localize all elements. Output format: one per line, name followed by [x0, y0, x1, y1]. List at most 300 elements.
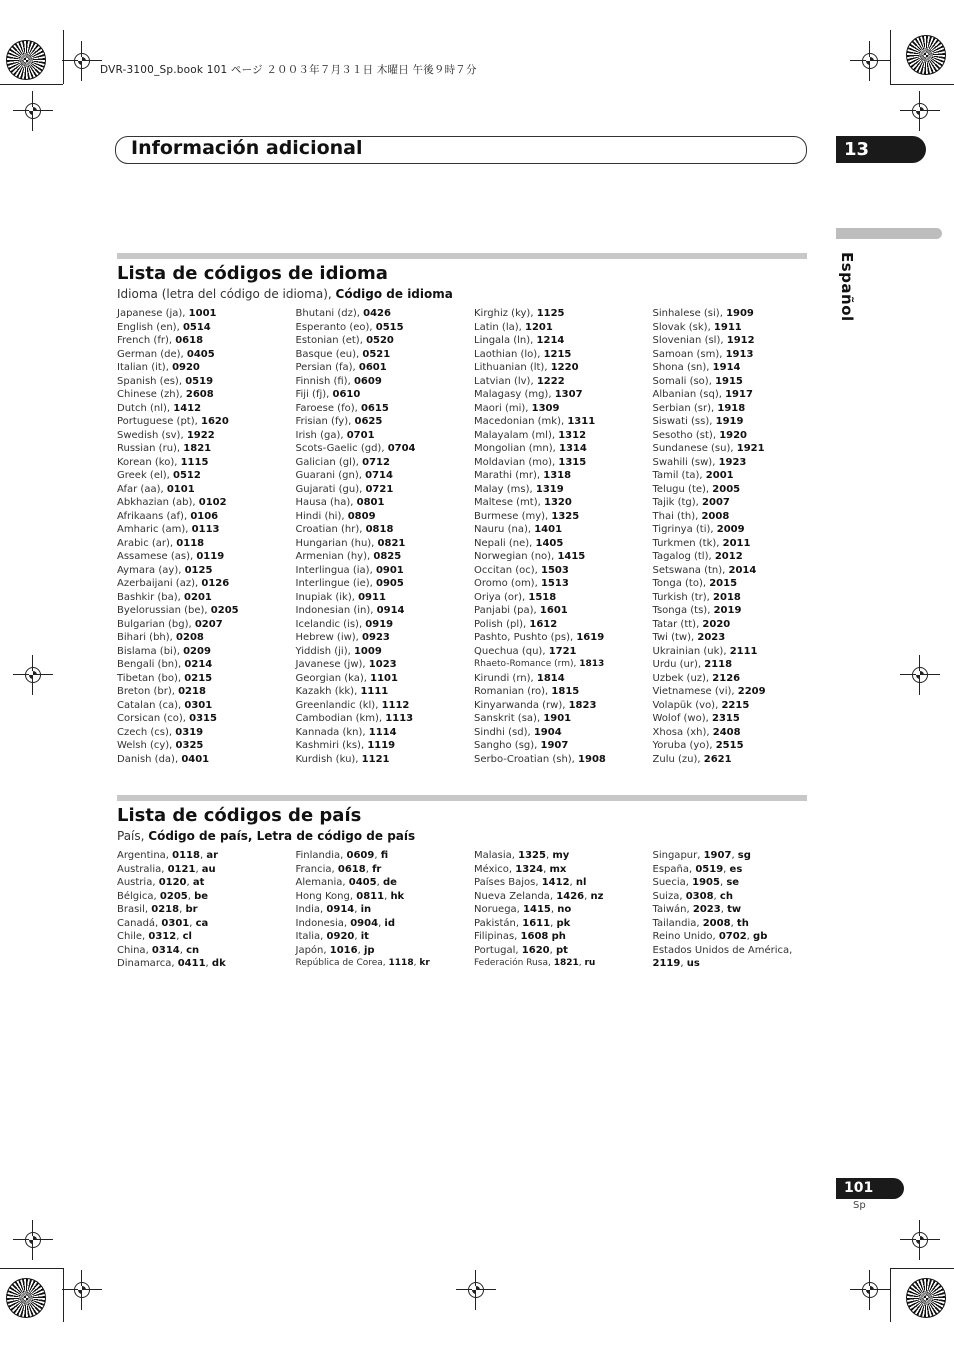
country-letters: no — [557, 904, 572, 915]
section-rule — [117, 253, 807, 259]
language-name: Tamil (ta), — [652, 470, 706, 481]
language-entry — [653, 645, 832, 659]
language-code: 1813 — [579, 659, 605, 669]
language-name: Interlingua (ia), — [295, 564, 376, 576]
language-name: Basque (eu), — [295, 348, 363, 360]
language-name: Malayalam (ml), — [474, 429, 559, 441]
language-code: 2019 — [713, 605, 742, 616]
language-entry — [296, 631, 475, 645]
language-code: 0218 — [178, 686, 206, 697]
language-entry — [296, 577, 475, 591]
country-column — [117, 849, 296, 971]
separator: , — [354, 904, 361, 915]
country-name: Argentina, — [117, 850, 173, 861]
country-name: Francia, — [295, 863, 338, 875]
language-name: Maori (mi), — [474, 402, 532, 414]
country-entry — [474, 917, 653, 931]
country-entry — [117, 863, 296, 877]
language-entry — [474, 631, 653, 645]
language-entry — [296, 388, 475, 402]
language-name: Xhosa (xh), — [652, 726, 713, 738]
language-code: 1125 — [536, 308, 565, 319]
language-entry — [117, 429, 296, 443]
country-code: 0904 — [350, 917, 379, 929]
language-code: 1913 — [725, 348, 754, 360]
country-entry — [474, 849, 653, 863]
country-letters: hk — [390, 890, 405, 902]
crosshair-mark-icon — [21, 663, 45, 687]
language-name: Chinese (zh), — [117, 389, 186, 400]
language-name: Wolof (wo), — [652, 713, 712, 724]
language-code: 1901 — [543, 713, 572, 724]
language-code: 1821 — [183, 443, 212, 454]
language-name: Quechua (qu), — [474, 645, 549, 657]
language-entry — [653, 604, 832, 618]
language-name: Inupiak (ik), — [295, 591, 359, 603]
country-name: República de Corea, — [295, 958, 389, 968]
separator: , — [746, 931, 754, 942]
country-entry — [117, 849, 296, 863]
language-name: Urdu (ur), — [652, 659, 705, 670]
language-name: Maltese (mt), — [474, 497, 544, 508]
country-code: 1611 — [522, 917, 551, 929]
country-entry — [117, 944, 296, 958]
language-code: 2315 — [711, 713, 740, 724]
language-name: Norwegian (no), — [474, 551, 558, 562]
language-entry — [653, 334, 832, 348]
language-code: 0207 — [194, 618, 223, 630]
language-entry — [117, 685, 296, 699]
language-name: Irish (ga), — [295, 429, 347, 441]
language-entry — [117, 442, 296, 456]
language-entry — [653, 375, 832, 389]
language-name: Tatar (tt), — [652, 618, 703, 630]
language-entry — [117, 672, 296, 686]
language-entry — [474, 550, 653, 564]
language-name: Albanian (sq), — [652, 389, 726, 400]
language-code: 0208 — [176, 632, 204, 643]
language-code: 1917 — [725, 389, 753, 400]
language-code: 0721 — [365, 483, 394, 495]
separator: , — [569, 877, 576, 888]
language-name: Serbo-Croatian (sh), — [474, 753, 579, 765]
language-code: 1214 — [536, 335, 565, 346]
country-code: 1118 — [388, 958, 414, 968]
country-letters: gb — [753, 931, 768, 942]
language-entry — [474, 496, 653, 510]
language-name: Slovak (sk), — [652, 321, 714, 333]
language-name: Croatian (hr), — [295, 524, 366, 535]
separator: , — [179, 944, 187, 956]
language-code: 1911 — [713, 321, 742, 333]
country-entry — [653, 890, 832, 904]
language-code: 2011 — [722, 537, 751, 549]
language-name: Volapük (vo), — [652, 699, 722, 711]
language-entry — [117, 523, 296, 537]
country-letters: fi — [380, 850, 389, 861]
language-code: 1412 — [173, 402, 202, 414]
language-name: Kannada (kn), — [295, 726, 369, 738]
language-name: Twi (tw), — [652, 632, 698, 643]
language-name: Breton (br), — [117, 686, 179, 697]
language-code: 2005 — [712, 483, 741, 495]
language-entry — [474, 537, 653, 551]
language-entry — [117, 604, 296, 618]
language-entry — [474, 726, 653, 740]
language-entry — [117, 375, 296, 389]
crosshair-mark-icon — [21, 99, 45, 123]
separator: , — [179, 904, 186, 915]
language-code: 1619 — [576, 632, 605, 643]
language-code: 0821 — [377, 537, 406, 549]
language-name: German (de), — [117, 348, 187, 360]
language-entry — [653, 672, 832, 686]
language-name: Kinyarwanda (rw), — [474, 699, 569, 711]
language-code: 1518 — [528, 591, 557, 603]
language-code: 0714 — [365, 470, 393, 481]
language-name: Hindi (hi), — [295, 510, 348, 522]
language-code: 0119 — [196, 551, 225, 562]
language-code: 1904 — [533, 726, 562, 738]
language-entry — [653, 510, 832, 524]
language-entry — [296, 510, 475, 524]
language-name: Estonian (et), — [295, 335, 367, 346]
language-entry — [296, 307, 475, 321]
language-name: Danish (da), — [117, 753, 182, 765]
separator: , — [723, 863, 730, 875]
language-entry — [474, 672, 653, 686]
language-code: 1101 — [370, 672, 398, 684]
country-entry — [296, 917, 475, 931]
language-entry — [653, 307, 832, 321]
language-code: 1220 — [550, 362, 579, 373]
language-code: 1113 — [385, 713, 414, 724]
country-code: 1907 — [703, 850, 732, 861]
language-name: Slovenian (sl), — [652, 335, 727, 346]
language-entry — [296, 483, 475, 497]
language-name: Tsonga (ts), — [652, 605, 714, 616]
language-column — [296, 307, 475, 766]
language-code: 1503 — [541, 564, 569, 576]
language-code: 1612 — [529, 618, 558, 630]
language-code: 0106 — [190, 510, 219, 522]
language-entry — [296, 726, 475, 740]
separator: , — [378, 917, 385, 929]
country-letters: kr — [419, 958, 430, 968]
language-name: Armenian (hy), — [295, 551, 374, 562]
language-code: 0514 — [182, 321, 211, 333]
country-section-title: Lista de códigos de país — [117, 805, 362, 826]
language-name: Guarani (gn), — [295, 470, 366, 481]
country-entry — [474, 957, 653, 971]
language-entry — [296, 672, 475, 686]
language-code: 0610 — [332, 389, 361, 400]
language-entry — [474, 658, 653, 672]
language-name: Oriya (or), — [474, 591, 529, 603]
language-code: 0712 — [362, 456, 390, 468]
language-name: Somali (so), — [652, 375, 716, 387]
language-name: Marathi (mr), — [474, 470, 544, 481]
language-entry — [117, 753, 296, 767]
language-name: Javanese (jw), — [295, 659, 369, 670]
language-entry — [296, 564, 475, 578]
language-entry — [653, 685, 832, 699]
language-code: 1115 — [180, 456, 209, 468]
separator: , — [365, 863, 373, 875]
language-entry — [296, 496, 475, 510]
language-name: Arabic (ar), — [117, 537, 177, 549]
language-entry — [117, 645, 296, 659]
language-name: Sangho (sg), — [474, 740, 541, 751]
language-code: 2023 — [697, 632, 726, 643]
language-name: Yiddish (ji), — [295, 645, 354, 657]
language-entry — [117, 321, 296, 335]
language-name: Bashkir (ba), — [117, 591, 185, 603]
language-name: Portuguese (pt), — [117, 416, 201, 427]
language-section-title: Lista de códigos de idioma — [117, 263, 388, 284]
language-name: Uzbek (uz), — [652, 672, 713, 684]
separator: , — [195, 863, 202, 875]
country-name: Reino Unido, — [652, 931, 719, 942]
crosshair-mark-icon — [70, 49, 94, 73]
language-code: 1920 — [719, 429, 748, 441]
language-name: Spanish (es), — [117, 375, 186, 387]
country-column — [296, 849, 475, 971]
language-code: 1023 — [368, 659, 397, 670]
language-code: 0801 — [356, 497, 385, 508]
language-entry — [117, 334, 296, 348]
language-code: 0818 — [365, 524, 394, 535]
country-letters: pk — [556, 917, 571, 929]
language-name: Bhutani (dz), — [295, 308, 364, 319]
language-code: 1909 — [726, 308, 754, 319]
country-name: Alemania, — [295, 877, 349, 888]
language-entry — [117, 537, 296, 551]
country-letters: in — [360, 904, 372, 915]
separator: , — [374, 850, 381, 861]
language-code: 0209 — [183, 645, 211, 657]
language-name: Swedish (sv), — [117, 429, 187, 441]
language-entry — [653, 523, 832, 537]
country-entry — [296, 930, 475, 944]
language-name: Romanian (ro), — [474, 686, 552, 697]
country-name: Suiza, — [652, 890, 686, 902]
language-section-subtitle: Idioma (letra del código de idioma), Código de idioma — [117, 287, 453, 301]
language-name: Kurdish (ku), — [295, 753, 362, 765]
country-name: Malasia, — [474, 850, 519, 861]
side-language-label: Español — [838, 252, 856, 322]
language-code: 1823 — [568, 699, 597, 711]
language-name: Faroese (fo), — [295, 402, 361, 414]
language-code: 0301 — [184, 699, 213, 711]
language-name: Fiji (fj), — [295, 389, 333, 400]
language-name: Sanskrit (sa), — [474, 713, 544, 724]
language-name: Serbian (sr), — [652, 402, 718, 414]
language-code: 1314 — [559, 443, 587, 454]
separator: , — [550, 904, 558, 915]
language-name: Greek (el), — [117, 470, 174, 481]
country-entry — [653, 863, 832, 877]
language-name: Sinhalese (si), — [652, 308, 727, 319]
language-entry — [117, 496, 296, 510]
country-name: Hong Kong, — [295, 890, 357, 902]
language-entry — [653, 442, 832, 456]
language-code: 2001 — [705, 470, 734, 481]
language-name: Turkish (tr), — [652, 591, 714, 603]
country-name: Taiwán, — [652, 904, 693, 915]
language-code: 2608 — [185, 389, 214, 400]
crosshair-mark-icon — [21, 1228, 45, 1252]
language-code: 2012 — [714, 551, 743, 562]
language-entry — [296, 523, 475, 537]
country-name: Japón, — [295, 944, 330, 956]
language-name: Lingala (ln), — [474, 335, 537, 346]
separator: , — [199, 850, 207, 861]
corner-registration-mark-icon — [906, 1278, 946, 1318]
separator: , — [584, 890, 591, 902]
country-code: 0914 — [326, 904, 355, 915]
language-entry — [653, 591, 832, 605]
language-code: 0701 — [346, 429, 375, 441]
language-name: Greenlandic (kl), — [295, 699, 382, 711]
language-code: 1908 — [578, 753, 606, 765]
language-entry — [653, 483, 832, 497]
language-code: 1721 — [548, 645, 577, 657]
language-entry — [117, 307, 296, 321]
language-entry — [296, 415, 475, 429]
language-code: 0101 — [166, 483, 195, 495]
language-name: French (fr), — [117, 335, 176, 346]
language-name: Catalan (ca), — [117, 699, 185, 711]
language-name: Kazakh (kk), — [295, 686, 361, 697]
language-code: 0911 — [358, 591, 386, 603]
language-code: 1009 — [353, 645, 382, 657]
country-name: Australia, — [117, 863, 168, 875]
country-code: 0411 — [177, 958, 206, 969]
country-letters: jp — [363, 944, 375, 956]
country-entry — [474, 876, 653, 890]
language-name: Shona (sn), — [652, 362, 713, 373]
language-name: Thai (th), — [652, 510, 702, 522]
language-entry — [474, 456, 653, 470]
language-name: Malagasy (mg), — [474, 389, 555, 400]
country-code: 0308 — [685, 890, 714, 902]
language-code: 0214 — [184, 659, 213, 670]
country-entry — [474, 903, 653, 917]
language-name: Frisian (fy), — [295, 416, 355, 427]
country-name: Portugal, — [474, 944, 522, 956]
country-code: 2008 — [702, 917, 731, 929]
country-name: Singapur, — [652, 850, 704, 861]
section-rule — [117, 795, 807, 801]
crosshair-mark-icon — [908, 1228, 932, 1252]
country-letters: au — [201, 863, 216, 875]
country-entry — [296, 944, 475, 958]
language-entry — [653, 726, 832, 740]
language-entry — [296, 685, 475, 699]
language-entry — [653, 753, 832, 767]
country-letters: it — [360, 931, 369, 942]
language-code: 1121 — [361, 753, 390, 765]
country-letters: nl — [575, 877, 587, 888]
language-code: 2015 — [709, 578, 738, 589]
language-code: 0618 — [175, 335, 204, 346]
language-name: Georgian (ka), — [295, 672, 371, 684]
separator: , — [720, 904, 728, 915]
language-entry — [653, 699, 832, 713]
language-entry — [474, 429, 653, 443]
language-code: 1923 — [718, 456, 747, 468]
language-name: Mongolian (mn), — [474, 443, 559, 454]
separator: , — [578, 958, 585, 968]
language-code: 0405 — [186, 348, 215, 360]
country-letters: nz — [590, 890, 604, 902]
language-entry — [653, 739, 832, 753]
country-letters: se — [726, 877, 740, 888]
language-name: Welsh (cy), — [117, 740, 176, 751]
language-code: 2408 — [712, 726, 741, 738]
language-code: 1312 — [558, 429, 587, 441]
corner-registration-mark-icon — [6, 40, 46, 80]
language-name: Persian (fa), — [295, 362, 359, 373]
language-entry — [296, 402, 475, 416]
corner-registration-mark-icon — [906, 35, 946, 75]
language-name: Italian (it), — [117, 362, 173, 373]
language-entry — [474, 402, 653, 416]
language-code: 0201 — [184, 591, 212, 603]
side-tab-bar — [836, 228, 942, 239]
language-code: 2215 — [721, 699, 750, 711]
language-code: 1922 — [186, 429, 215, 441]
language-code: 1921 — [736, 443, 765, 454]
language-entry — [296, 712, 475, 726]
crosshair-mark-icon — [908, 663, 932, 687]
language-entry — [474, 375, 653, 389]
language-name: Bihari (bh), — [117, 632, 177, 643]
country-entry — [117, 876, 296, 890]
country-column — [653, 849, 832, 971]
language-entry — [117, 591, 296, 605]
language-code: 2515 — [715, 740, 744, 751]
language-name: Panjabi (pa), — [474, 605, 540, 616]
language-entry — [117, 726, 296, 740]
language-entry — [117, 564, 296, 578]
language-code: 1325 — [551, 510, 580, 522]
language-name: Assamese (as), — [117, 551, 197, 562]
language-entry — [296, 429, 475, 443]
language-code: 1915 — [715, 375, 743, 387]
language-entry — [474, 699, 653, 713]
country-letters: es — [729, 863, 743, 875]
country-entry — [653, 917, 832, 931]
separator: , — [713, 890, 720, 902]
country-name: Suecia, — [652, 877, 693, 888]
language-entry — [117, 699, 296, 713]
language-name: Nauru (na), — [474, 524, 535, 535]
language-entry — [474, 415, 653, 429]
country-entry — [474, 930, 653, 944]
language-code: 0704 — [387, 443, 416, 454]
language-entry — [117, 415, 296, 429]
language-entry — [474, 618, 653, 632]
country-name: Noruega, — [474, 904, 524, 915]
language-name: Finnish (fi), — [295, 375, 354, 387]
language-entry — [117, 658, 296, 672]
country-letters: ru — [584, 958, 596, 968]
language-entry — [653, 564, 832, 578]
language-entry — [117, 631, 296, 645]
language-entry — [653, 361, 832, 375]
